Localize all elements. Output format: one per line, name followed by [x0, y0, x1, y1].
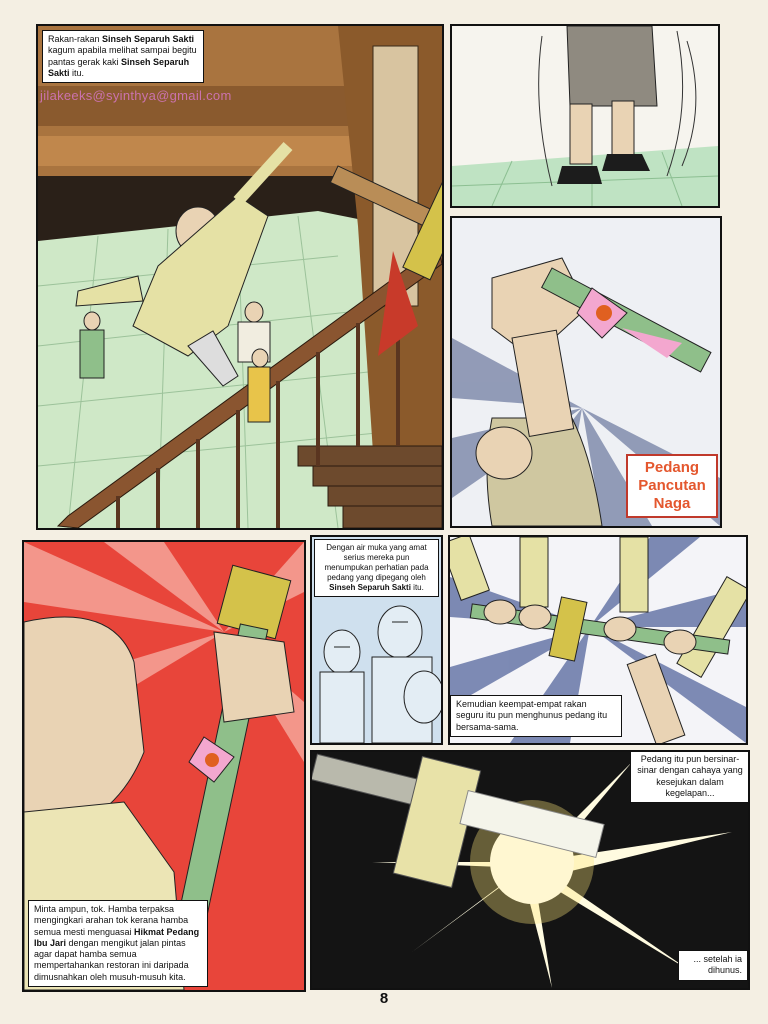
caption-after-drawn-text: ... setelah ia dihunus. [693, 954, 742, 976]
caption-apology [28, 900, 208, 987]
caption-serious-a: Dengan air muka yang amat serius mereka pun menumpukan perhatian pada pedang yang dipegang oleh [324, 543, 429, 582]
caption-serious [314, 539, 439, 597]
caption-apology-a: Minta ampun, tok. Hamba terpaksa mengingkari arahan tok kerana hamba semua mesti menguasai [34, 904, 189, 937]
caption-glow [630, 750, 750, 803]
panel-shining-sword [310, 750, 750, 990]
caption-serious-c: itu. [410, 583, 424, 592]
caption-draw-text: Kemudian keempat-empat rakan seguru itu pun menghunus pedang itu bersama-sama. [456, 699, 608, 732]
caption-technique-name: Hikmat Pedang Ibu Jari [34, 926, 200, 948]
caption-glow-text: Pedang itu pun bersinar-sinar dengan cahaya yang kesejukan dalam kegelapan... [637, 754, 743, 798]
caption-name-b: Sinseh Separuh Sakti [48, 56, 190, 78]
caption-friends-amazed [42, 30, 204, 83]
panel-staircase [36, 24, 444, 530]
panel-draw-sword [448, 535, 748, 745]
sword-name-label: Pedang Pancutan Naga [626, 454, 718, 518]
caption-text-e: itu. [69, 67, 85, 78]
panel-feet [450, 24, 720, 208]
watermark-email: jilakeeks@syinthya@gmail.com [40, 88, 232, 103]
caption-name-a: Sinseh Separuh Sakti [102, 34, 195, 44]
caption-draw [450, 695, 622, 737]
caption-serious-name: Sinseh Separuh Sakti [329, 583, 411, 592]
caption-text-c: kagum apabila melihat sampai begitu pantas gerak kaki [48, 45, 197, 67]
caption-apology-c: dengan mengikut jalan pintas agar dapat hamba semua mempertahankan restoran ini daripada dimusnahkan oleh musuh-musuh kita. [34, 937, 189, 982]
page-number: 8 [379, 990, 389, 1007]
caption-text-a: Rakan-rakan [48, 34, 103, 44]
panel-red-burst [22, 540, 306, 992]
panel-sword-hand [450, 216, 722, 528]
panel-serious-faces [310, 535, 443, 745]
caption-after-drawn [678, 950, 748, 981]
feet-art [452, 26, 718, 206]
